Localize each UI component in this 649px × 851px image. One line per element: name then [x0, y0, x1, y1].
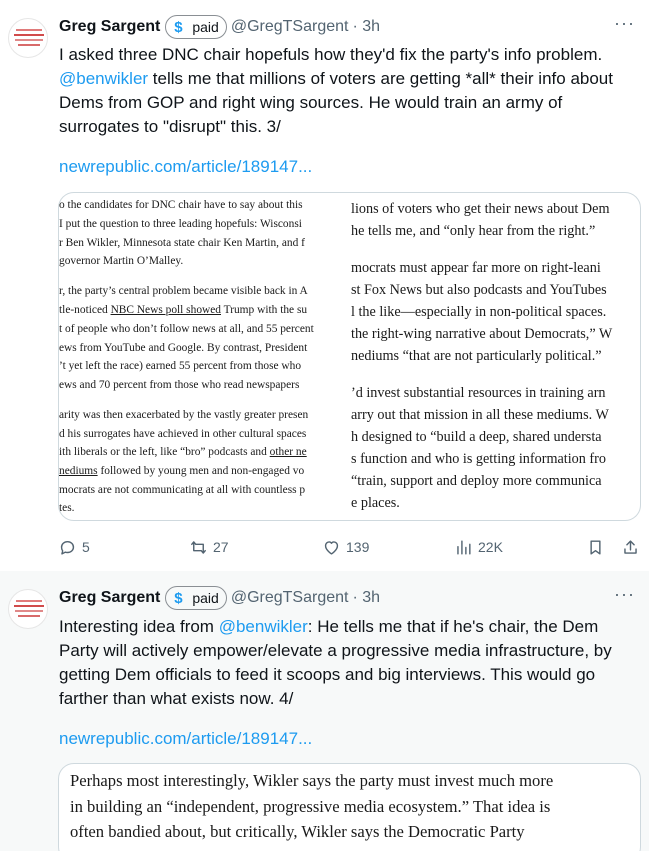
author-handle[interactable]: @GregTSargent — [230, 18, 349, 35]
article-screenshot-image[interactable] — [58, 763, 641, 851]
article-link[interactable]: newrepublic.com/article/189147... — [59, 729, 313, 748]
article-line: o the candidates for DNC chair have to say about this — [59, 199, 303, 211]
article-line: arry out that mission in all these mediums. W — [351, 407, 609, 423]
article-left-column — [59, 193, 350, 521]
article-line: nediums followed by young men and non-engaged vo — [59, 465, 305, 477]
article-line: lions of voters who get their news about Dem — [351, 201, 610, 217]
views-button[interactable] — [454, 535, 503, 559]
heart-icon — [322, 538, 341, 557]
article-line: ews and 70 percent from those who read newspapers — [59, 379, 300, 391]
more-options-icon[interactable]: ··· — [614, 13, 635, 33]
reply-count: 5 — [82, 539, 90, 555]
retweet-count: 27 — [213, 539, 229, 555]
dollar-icon: $ — [174, 18, 183, 36]
retweet-icon — [189, 538, 208, 557]
article-line: ’d invest substantial resources in training arn — [351, 385, 606, 401]
article-line: nediums “that are not particularly political.” — [351, 348, 602, 364]
tweet-header — [59, 16, 380, 38]
tweet-text: Interesting idea from @benwikler: He tells me that if he's chair, the Dem Party will actively empower/elevate a progressive media infrastructure, by getting Dem officials to feed it scoops and big interviews. This would go farther than what exists now. 4/ — [59, 617, 612, 708]
article-line: arity was then exacerbated by the vastly greater presen — [59, 409, 309, 421]
article-line: Perhaps most interestingly, Wikler says the party must invest much more — [70, 771, 554, 790]
article-excerpt — [70, 764, 638, 845]
article-line: ews from YouTube and Google. By contrast, President — [59, 342, 308, 354]
article-line: e places. — [351, 495, 400, 511]
paid-badge[interactable] — [165, 586, 226, 610]
article-link[interactable]: newrepublic.com/article/189147... — [59, 157, 313, 176]
dollar-icon: $ — [174, 589, 183, 607]
badge-label: paid — [192, 590, 219, 606]
article-line: mocrats are not communicating at all with countless p — [59, 484, 306, 496]
author-name[interactable]: Greg Sargent — [59, 589, 161, 606]
article-line: in building an “independent, progressive media ecosystem.” That idea is — [70, 796, 551, 816]
article-line: d his surrogates have achieved in other cultural spaces — [59, 428, 307, 440]
article-line: ’t yet left the race) earned 55 percent from those who — [59, 360, 302, 372]
article-line: often bandied about, but critically, Wikler says the Democratic Party — [70, 822, 525, 841]
tweet-4[interactable] — [0, 571, 649, 851]
tweet-time[interactable]: · 3h — [352, 18, 381, 35]
tweet-time[interactable]: · 3h — [352, 589, 381, 606]
article-line: mocrats must appear far more on right-leani — [351, 260, 601, 276]
article-line: “train, support and deploy more communica — [351, 473, 602, 489]
author-avatar[interactable] — [8, 589, 48, 629]
article-line: tes. — [59, 502, 75, 514]
article-line: t of people who don’t follow news at all, and 55 percent — [59, 323, 314, 335]
author-name[interactable]: Greg Sargent — [59, 18, 161, 35]
share-button[interactable] — [621, 535, 640, 559]
article-line: ith liberals or the left, like “bro” podcasts and other ne — [59, 446, 307, 458]
article-line: r, the party’s central problem became visible back in A — [59, 285, 308, 297]
share-icon — [621, 538, 640, 557]
tweet-header — [59, 587, 380, 609]
retweet-button[interactable] — [189, 535, 229, 559]
article-line: st Fox News but also podcasts and YouTubes — [351, 282, 607, 298]
like-button[interactable] — [322, 535, 369, 559]
mention-link[interactable]: @benwikler — [59, 69, 149, 88]
article-line: s function and who is getting information fro — [351, 451, 606, 467]
article-line: tle-noticed NBC News poll showed Trump with the su — [59, 304, 308, 316]
like-count: 139 — [346, 539, 370, 555]
view-count: 22K — [478, 539, 503, 555]
article-line: governor Martin O’Malley. — [59, 255, 184, 267]
paid-badge[interactable] — [165, 15, 226, 39]
article-line: l the like—especially in non-political spaces. — [351, 304, 607, 320]
reply-button[interactable] — [58, 535, 90, 559]
tweet-text: I asked three DNC chair hopefuls how they'd fix the party's info problem. @benwikler tells me that millions of voters are getting *all* their info about Dems from GOP and right wing sources. He would train an army of surrogates to "disrupt" this. 3/ — [59, 45, 613, 136]
article-line: the right-wing narrative about Democrats,” W — [351, 326, 613, 342]
article-right-column — [350, 193, 641, 521]
more-options-icon[interactable]: ··· — [614, 584, 635, 604]
author-avatar[interactable] — [8, 18, 48, 58]
article-line: r Ben Wikler, Minnesota state chair Ken Martin, and f — [59, 237, 305, 249]
article-line: I put the question to three leading hopefuls: Wisconsi — [59, 218, 302, 230]
reply-icon — [58, 538, 77, 557]
bookmark-button[interactable] — [586, 535, 605, 559]
tweet-actions — [58, 535, 643, 559]
author-handle[interactable]: @GregTSargent — [230, 589, 349, 606]
article-line: he tells me, and “only hear from the right.” — [351, 223, 596, 239]
article-line: h designed to “build a deep, shared understa — [351, 429, 602, 445]
mention-link[interactable]: @benwikler — [218, 617, 308, 636]
views-icon — [454, 538, 473, 557]
badge-label: paid — [192, 19, 219, 35]
bookmark-icon — [586, 538, 605, 557]
article-screenshot-image[interactable] — [58, 192, 641, 521]
